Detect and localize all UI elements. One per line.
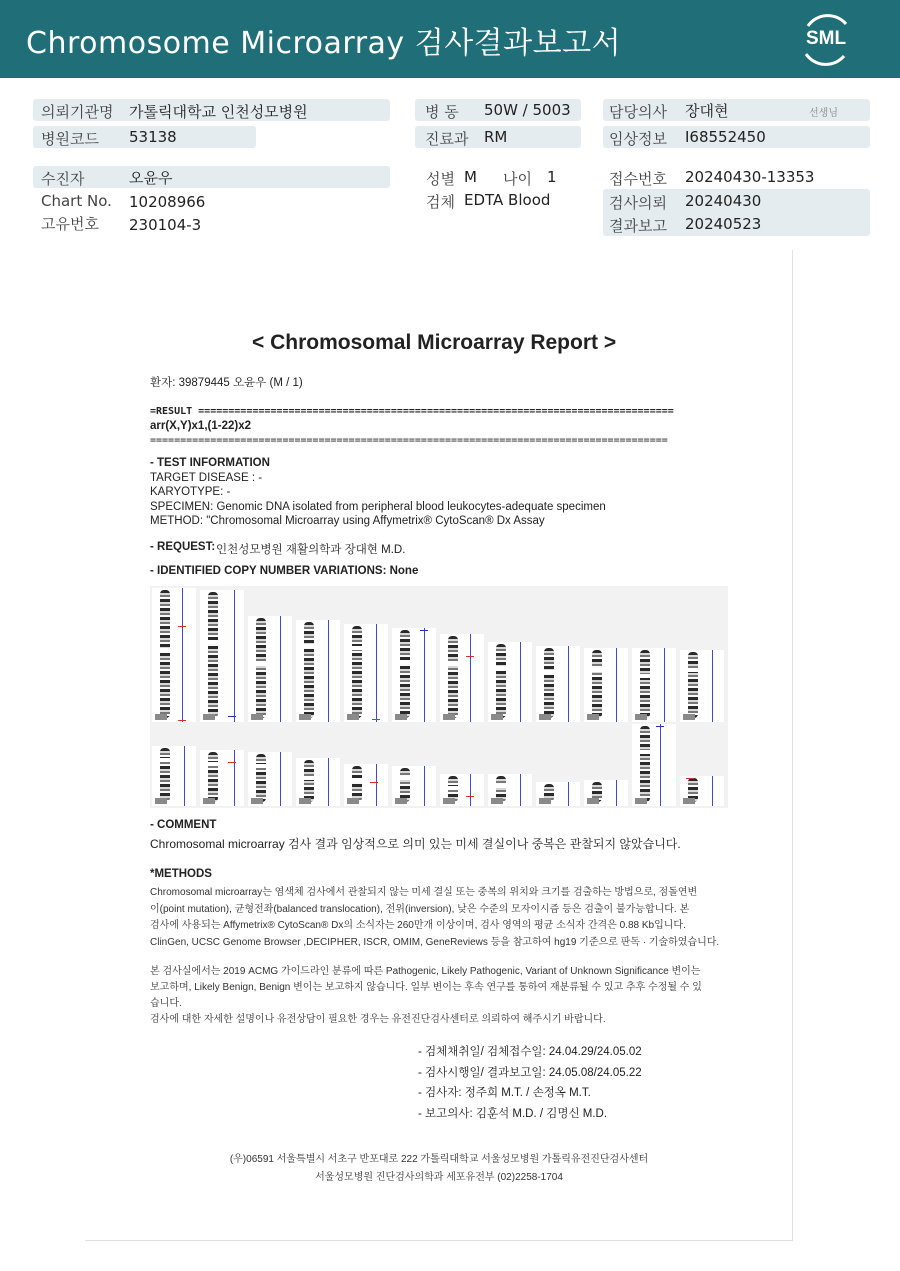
sign-line-4: - 보고의사: 김훈석 M.D. / 김명신 M.D. xyxy=(418,1108,608,1120)
hospital-code-value: 53138 xyxy=(129,128,177,146)
chromosome-17 xyxy=(344,764,388,806)
chromosome-2 xyxy=(200,590,244,722)
doctor-suffix: 선생님 xyxy=(809,108,838,119)
chart-value: 10208966 xyxy=(129,193,206,211)
chart-label: Chart No. xyxy=(41,192,112,210)
chromosome-8 xyxy=(488,642,532,722)
lab-line-1: 본 검사실에서는 2019 ACMG 가이드라인 분류에 따른 Pathogenic, Likely Pathogenic, Variant of Unknown Significance 변이는 xyxy=(150,966,701,977)
request-heading: - REQUEST: xyxy=(150,541,216,553)
ward-label: 병 동 xyxy=(425,103,459,121)
sign-line-3: - 검사자: 정주희 M.T. / 손정옥 M.T. xyxy=(418,1087,591,1099)
result-divider: ====================================================================================== xyxy=(150,435,668,446)
chromosome-5 xyxy=(344,624,388,722)
specimen-value: EDTA Blood xyxy=(464,191,551,209)
methods-heading: *METHODS xyxy=(150,868,212,880)
chromosome-21 xyxy=(536,782,580,806)
chromosome-x xyxy=(632,724,676,806)
lab-line-2: 보고하며, Likely Benign, Benign 변이는 보고하지 않습니다. 일부 변이는 후속 연구를 통하여 재분류될 수 있고 추후 수정될 수 있 xyxy=(150,982,702,993)
patient-label: 수진자 xyxy=(41,170,85,188)
request-value-line: 인천성모병원 재활의학과 장대현 M.D. xyxy=(216,544,406,556)
page-edge-right xyxy=(792,250,793,1240)
header-banner xyxy=(0,0,900,78)
result-line: =RESULT =============================================================================== xyxy=(150,406,674,417)
sex-label: 성별 xyxy=(426,170,455,188)
chromosome-16 xyxy=(296,758,340,806)
doctor-value: 장대현 xyxy=(685,102,729,120)
chromosome-4 xyxy=(296,620,340,722)
dept-value: RM xyxy=(484,128,508,146)
sign-line-1: - 검체채취일/ 검체접수일: 24.04.29/24.05.02 xyxy=(418,1046,642,1058)
chromosome-ideogram-panel xyxy=(150,586,728,808)
institution-value: 가톨릭대학교 인천성모병원 xyxy=(129,103,308,121)
clinical-value: I68552450 xyxy=(685,128,766,146)
chromosome-10 xyxy=(584,648,628,722)
chromosome-y xyxy=(680,776,724,806)
methods-line-1: Chromosomal microarray는 염색체 검사에서 관찰되지 않는 미세 결실 또는 중복의 위치와 크기를 검출하는 방법으로, 점돌연변 xyxy=(150,887,698,898)
institution-label: 의뢰기관명 xyxy=(41,103,114,121)
page-title: Chromosome Microarray 검사결과보고서 xyxy=(26,26,622,61)
method-line: METHOD: "Chromosomal Microarray using Affymetrix® CytoScan® Dx Assay xyxy=(150,515,545,527)
cnv-line: - IDENTIFIED COPY NUMBER VARIATIONS: None xyxy=(150,565,419,577)
sex-value: M xyxy=(464,168,477,186)
specimen-label: 검체 xyxy=(426,193,455,211)
lab-line-3: 습니다. xyxy=(150,998,182,1009)
chromosome-20 xyxy=(488,774,532,806)
sign-line-2: - 검사시행일/ 결과보고일: 24.05.08/24.05.22 xyxy=(418,1067,642,1079)
receipt-value: 20240430-13353 xyxy=(685,168,815,186)
address-line-2: 서울성모병원 진단검사의학과 세포유전부 (02)2258-1704 xyxy=(315,1172,563,1183)
unique-value: 230104-3 xyxy=(129,216,202,234)
lab-line-4: 검사에 대한 자세한 설명이나 유전상담이 필요한 경우는 유전진단검사센터로 의뢰하여 해주시기 바랍니다. xyxy=(150,1014,606,1025)
methods-line-3: 검사에 사용되는 Affymetrix® CytoScan® Dx의 소식자는 260만개 이상이며, 검사 영역의 평균 소식자 간격은 0.88 Kb입니다. xyxy=(150,920,686,931)
chromosome-11 xyxy=(632,648,676,722)
comment-heading: - COMMENT xyxy=(150,819,217,831)
sml-logo xyxy=(796,12,856,68)
clinical-label: 임상정보 xyxy=(609,130,667,148)
dept-label: 진료과 xyxy=(425,130,469,148)
report-value: 20240523 xyxy=(685,215,762,233)
test-info-heading: - TEST INFORMATION xyxy=(150,457,270,469)
chromosome-19 xyxy=(440,774,484,806)
comment-text: Chromosomal microarray 검사 결과 임상적으로 의미 있는 미세 결실이나 중복은 관찰되지 않았습니다. xyxy=(150,837,681,851)
age-label: 나이 xyxy=(503,170,532,188)
patient-line: 환자: 39879445 오윤우 (M / 1) xyxy=(150,377,303,389)
logo-text: SML xyxy=(805,28,847,49)
result-value: arr(X,Y)x1,(1-22)x2 xyxy=(150,420,251,432)
chromosome-3 xyxy=(248,616,292,722)
hospital-code-label: 병원코드 xyxy=(41,130,99,148)
unique-label: 고유번호 xyxy=(41,215,99,233)
age-value: 1 xyxy=(547,168,557,186)
chromosome-12 xyxy=(680,650,724,722)
chromosome-9 xyxy=(536,646,580,722)
methods-line-4: ClinGen, UCSC Genome Browser ,DECIPHER, ISCR, OMIM, GeneReviews 등을 참고하여 hg19 기준으로 판독 · 기술하였습니다. xyxy=(150,937,720,948)
chromosome-7 xyxy=(440,634,484,722)
request-label: 검사의뢰 xyxy=(609,194,667,212)
address-line-1: (우)06591 서울특별시 서초구 반포대로 222 가톨릭대학교 서울성모병원 가톨릭유전진단검사센터 xyxy=(229,1154,649,1165)
chromosome-18 xyxy=(392,766,436,806)
patient-box xyxy=(33,166,390,188)
receipt-label: 접수번호 xyxy=(609,170,667,188)
chromosome-1 xyxy=(152,588,196,722)
ward-value: 50W / 5003 xyxy=(484,101,571,119)
page-edge-bottom xyxy=(85,1240,793,1241)
chromosome-14 xyxy=(200,750,244,806)
specimen-line: SPECIMEN: Genomic DNA isolated from peripheral blood leukocytes-adequate specimen xyxy=(150,501,606,513)
report-title: < Chromosomal Microarray Report > xyxy=(252,331,617,354)
doctor-label: 담당의사 xyxy=(609,103,667,121)
chromosome-15 xyxy=(248,752,292,806)
methods-line-2: 이(point mutation), 균형전좌(balanced translocation), 전위(inversion), 낮은 수준의 모자이시즘 등은 검출이 불가능합니다. 본 xyxy=(150,904,690,915)
chromosome-6 xyxy=(392,628,436,722)
chromosome-22 xyxy=(584,780,628,806)
report-label: 결과보고 xyxy=(609,217,667,235)
target-disease: TARGET DISEASE : - xyxy=(150,472,263,484)
request-value: 20240430 xyxy=(685,192,762,210)
chromosome-13 xyxy=(152,746,196,806)
karyotype: KARYOTYPE: - xyxy=(150,486,231,498)
patient-value: 오윤우 xyxy=(129,169,173,187)
